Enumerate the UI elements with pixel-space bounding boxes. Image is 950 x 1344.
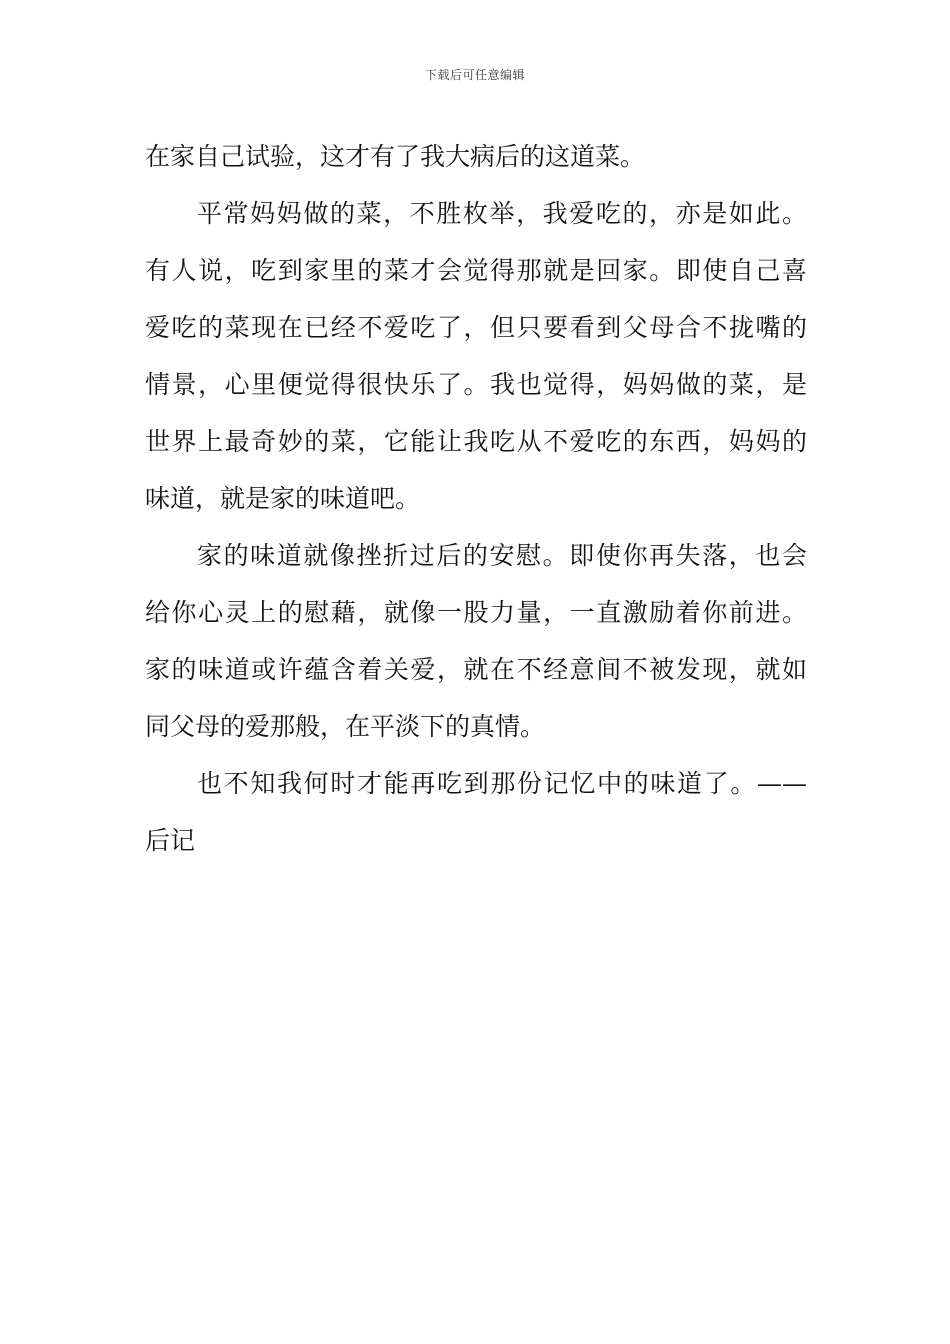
text-line: 在家自己试验，这才有了我大病后的这道菜。	[145, 142, 646, 171]
body-text	[145, 128, 807, 869]
text-line: 情景，心里便觉得很快乐了。我也觉得，妈妈做的菜，是	[145, 370, 807, 399]
text-line: 味道，就是家的味道吧。	[145, 484, 421, 513]
text-line: 家的味道或许蕴含着关爱，就在不经意间不被发现，就如	[145, 655, 807, 684]
text-line: 有人说，吃到家里的菜才会觉得那就是回家。即使自己喜	[145, 256, 807, 285]
paragraph-first-line: 家的味道就像挫折过后的安慰。即使你再失落，也会	[197, 541, 807, 570]
text-line: 世界上最奇妙的菜，它能让我吃从不爱吃的东西，妈妈的	[145, 427, 807, 456]
paragraph-first-line: 也不知我何时才能再吃到那份记忆中的味道了。——	[197, 769, 807, 798]
paragraph-first-line: 平常妈妈做的菜，不胜枚举，我爱吃的，亦是如此。	[197, 199, 807, 228]
text-line: 爱吃的菜现在已经不爱吃了，但只要看到父母合不拢嘴的	[145, 313, 807, 342]
page-header: 下载后可任意编辑	[424, 68, 525, 82]
text-line: 后记	[145, 826, 196, 855]
text-line: 给你心灵上的慰藉，就像一股力量，一直激励着你前进。	[145, 598, 807, 627]
text-line: 同父母的爱那般，在平淡下的真情。	[145, 712, 546, 741]
